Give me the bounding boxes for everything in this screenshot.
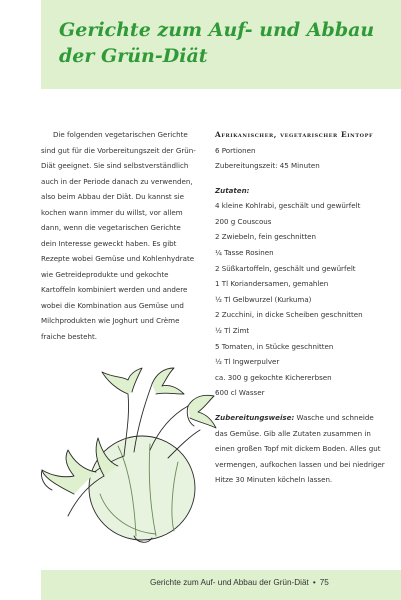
instructions-text: Wasche und schneide das Gemüse. Gib alle Zutaten zusammen in einen großen Topf mit dickem Boden. Alles gut vermengen, aufkochen lassen und bei niedriger Hitze 30 Minuten köcheln lassen. xyxy=(215,413,385,485)
ingredient-item: 2 Zwiebeln, fein geschnitten xyxy=(215,232,317,242)
ingredient-item: ¼ Tasse Rosinen xyxy=(215,248,274,258)
recipe-column xyxy=(215,127,385,488)
page-number: 75 xyxy=(319,578,329,587)
intro-column xyxy=(41,127,197,344)
ingredient-item: 1 Tl Koriandersamen, gemahlen xyxy=(215,279,329,289)
recipe-prep-time: Zubereitungszeit: 45 Minuten xyxy=(215,161,320,171)
ingredient-item: 2 Zucchini, in dicke Scheiben geschnitten xyxy=(215,310,363,320)
ingredient-item: 5 Tomaten, in Stücke geschnitten xyxy=(215,341,334,351)
running-title: Gerichte zum Auf- und Abbau der Grün-Diät xyxy=(150,578,309,587)
ingredient-item: ½ Tl Ingwerpulver xyxy=(215,357,280,367)
kohlrabi-illustration xyxy=(38,366,218,546)
ingredients-heading: Zutaten: xyxy=(215,185,250,195)
ingredient-item: ½ Tl Zimt xyxy=(215,326,250,336)
ingredient-item: 2 Süßkartoffeln, geschält und gewürfelt xyxy=(215,263,356,273)
recipe-portions: 6 Portionen xyxy=(215,145,256,155)
ingredient-item: 600 cl Wasser xyxy=(215,388,265,398)
recipe-title: Afrikanischer, vegetarischer Eintopf xyxy=(215,130,374,139)
ingredient-item: ½ Tl Gelbwurzel (Kurkuma) xyxy=(215,294,312,304)
instructions-label: Zubereitungsweise: xyxy=(215,413,295,422)
ingredients-list xyxy=(215,198,385,401)
intro-paragraph: Die folgenden vegetarischen Gerichte sind gut für die Vorbereitungszeit der Grün-Diät geeignet. Sie sind selbstverständlich auch in der Periode danach zu verwenden, also beim Abbau der Diät. Du kannst sie kochen wann immer du willst, vor allem dann, wenn die vegetarischen Gerichte dein Interesse geweckt haben. Es gibt Rezepte wobei Gemüse und Kohlenhydrate wie Getreideprodukte und gekochte Kartoffeln kombiniert werden und andere wobei die Kombination aus Gemüse und Milchprodukten wie Joghurt und Crème fraiche besteht. xyxy=(41,130,196,341)
instructions-paragraph xyxy=(215,410,385,488)
ingredient-item: 200 g Couscous xyxy=(215,216,272,226)
page-footer xyxy=(150,578,390,587)
page-title-line-1: Gerichte zum Auf- und Abbau xyxy=(59,19,375,41)
ingredient-item: ca. 300 g gekochte Kichererbsen xyxy=(215,372,332,382)
page-title xyxy=(59,17,394,69)
footer-bullet: • xyxy=(312,578,316,587)
page-title-line-2: der Grün-Diät xyxy=(59,45,208,67)
ingredient-item: 4 kleine Kohlrabi, geschält und gewürfelt xyxy=(215,201,361,211)
